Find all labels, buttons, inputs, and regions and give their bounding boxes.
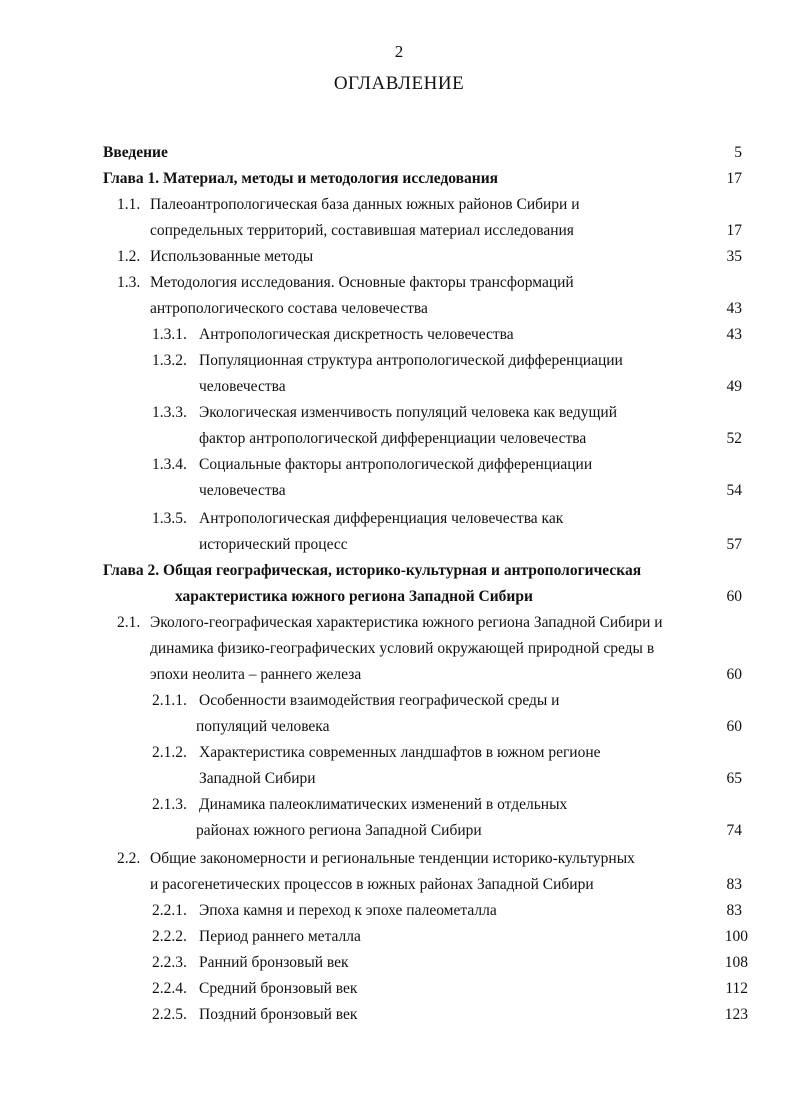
toc-entry-page: 123 (724, 1006, 748, 1023)
toc-entry-page: 60 (726, 666, 742, 683)
toc-entry-page: 43 (726, 326, 742, 343)
toc-entry-text: Особенности взаимодействия географической среды и (199, 692, 560, 709)
toc-entry-text: сопредельных территорий, составившая материал исследования (150, 222, 574, 239)
toc-entry-text: человечества (199, 378, 286, 395)
toc-entry-text: фактор антропологической дифференциации человечества (199, 430, 587, 447)
toc-entry-page: 52 (726, 430, 742, 447)
toc-entry-page: 108 (724, 954, 748, 971)
toc-entry-number: 2.1.2. (152, 744, 187, 761)
toc-entry-text: характеристика южного региона Западной Сибири (175, 588, 533, 605)
toc-entry-number: 2.1. (117, 614, 141, 631)
toc-entry-text: Эколого-географическая характеристика южного региона Западной Сибири и (150, 614, 663, 631)
toc-entry-text: Социальные факторы антропологической дифференциации (199, 456, 593, 473)
toc-entry-number: 2.2.4. (152, 980, 187, 997)
toc-entry-number: 1.1. (117, 196, 141, 213)
toc-entry-text: Характеристика современных ландшафтов в южном регионе (199, 744, 601, 761)
toc-entry-text: Глава 1. Материал, методы и методология исследования (103, 170, 499, 187)
toc-entry-page: 17 (726, 222, 742, 239)
toc-entry-page: 65 (726, 770, 742, 787)
toc-entry-page: 43 (726, 300, 742, 317)
toc-entry-text: Поздний бронзовый век (199, 1006, 358, 1023)
toc-entry-text: Средний бронзовый век (199, 980, 358, 997)
toc-entry-text: Динамика палеоклиматических изменений в отдельных (199, 796, 568, 813)
toc-entry-text: исторический процесс (199, 536, 348, 553)
toc-entry-page: 57 (726, 536, 742, 553)
toc-entry-page: 35 (726, 248, 742, 265)
toc-entry-page: 60 (726, 588, 742, 605)
toc-entry-text: Антропологическая дифференциация человечества как (199, 510, 564, 527)
toc-entry-page: 17 (726, 170, 742, 187)
toc-entry-number: 2.2.3. (152, 954, 187, 971)
toc-entry-text: человечества (199, 482, 286, 499)
toc-entry-text: динамика физико-географических условий окружающей природной среды в (150, 640, 655, 657)
toc-entry-text: районах южного региона Западной Сибири (196, 822, 482, 839)
toc-entry-text: Период раннего металла (199, 928, 361, 945)
toc-entry-number: 1.3.1. (152, 326, 187, 343)
toc-entry-text: Западной Сибири (199, 770, 316, 787)
page-number: 2 (394, 42, 404, 61)
toc-entry-text: Антропологическая дискретность человечества (199, 326, 514, 343)
toc-entry-number: 1.3.3. (152, 404, 187, 421)
toc-entry-page: 74 (726, 822, 742, 839)
toc-entry-text: Использованные методы (150, 248, 314, 265)
toc-entry-number: 1.3.4. (152, 456, 187, 473)
toc-entry-text: Введение (103, 144, 168, 161)
toc-entry-page: 54 (726, 482, 742, 499)
toc-entry-text: Экологическая изменчивость популяций человека как ведущий (199, 404, 617, 421)
toc-entry-number: 2.2.5. (152, 1006, 187, 1023)
toc-entry-page: 83 (726, 876, 742, 893)
toc-entry-page: 60 (726, 718, 742, 735)
toc-entry-page: 49 (726, 378, 742, 395)
toc-entry-text: и расогенетических процессов в южных районах Западной Сибири (150, 876, 594, 893)
toc-entry-page: 100 (724, 928, 748, 945)
toc-entry-text: Эпоха камня и переход к эпохе палеометалла (199, 902, 497, 919)
toc-entry-text: популяций человека (196, 718, 330, 735)
toc-entry-page: 5 (734, 144, 742, 161)
toc-entry-number: 1.2. (117, 248, 141, 265)
toc-entry-text: эпохи неолита – раннего железа (150, 666, 362, 683)
toc-entry-number: 2.1.1. (152, 692, 187, 709)
toc-entry-text: Популяционная структура антропологической дифференциации (199, 352, 623, 369)
page-title: ОГЛАВЛЕНИЕ (333, 73, 465, 94)
toc-entry-page: 112 (725, 980, 748, 997)
toc-entry-number: 2.2.1. (152, 902, 187, 919)
toc-entry-number: 2.2. (117, 850, 141, 867)
toc-entry-text: антропологического состава человечества (150, 300, 428, 317)
toc-entry-number: 2.1.3. (152, 796, 187, 813)
toc-entry-text: Методология исследования. Основные факторы трансформаций (150, 274, 574, 291)
toc-entry-number: 2.2.2. (152, 928, 187, 945)
toc-entry-text: Глава 2. Общая географическая, историко-культурная и антропологическая (103, 562, 642, 579)
toc-entry-page: 83 (726, 902, 742, 919)
toc-entry-number: 1.3.2. (152, 352, 187, 369)
toc-entry-text: Ранний бронзовый век (199, 954, 349, 971)
toc-entry-text: Палеоантропологическая база данных южных районов Сибири и (150, 196, 580, 213)
toc-entry-number: 1.3.5. (152, 510, 187, 527)
toc-entry-number: 1.3. (117, 274, 141, 291)
toc-entry-text: Общие закономерности и региональные тенденции историко-культурных (150, 850, 635, 867)
